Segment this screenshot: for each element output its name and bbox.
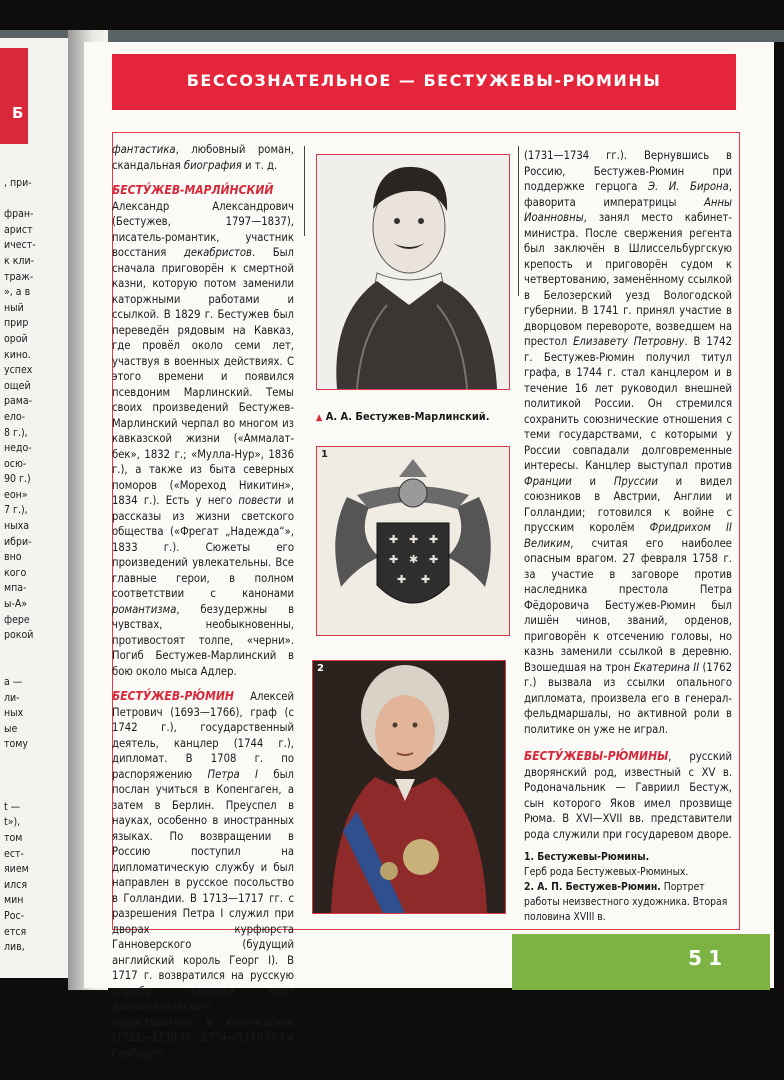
entry-text: (1762 г.) вызвала из ссылки опального дипломата, произвела его в генерал-фельдмаршалы, но активной роли в политике он уже не играл.: [524, 660, 732, 736]
caption-text: А. А. Бестужев-Марлинский.: [325, 410, 490, 423]
column-1: [112, 142, 294, 1061]
left-page-line: », а в: [4, 286, 31, 299]
entry-text: был послан учиться в Копенгаген, а затем в Берлин. Преуспел в науках, особенно в иностранных языках. По возвращении в Россию поступил на дипломатическую службу и был направлен в русское посольство в Голландии. В 1713—1717 гг. с разрешения Петра I служил при дворах курфюрста Ганноверского (будущий английский король Георг I). В 1717 г. возвратился на русскую службу, занимал пост дипломатического представителя в Копенгагене (1721—1730 гг., 1734—1740 гг.) и Гамбурге: [112, 767, 294, 1060]
portrait-marlinsky-drawing: [317, 155, 509, 389]
caption-1-text: Герб рода Бестужевых-Рюминых.: [524, 866, 689, 878]
header-band: [112, 54, 736, 110]
portrait-ryumin-drawing: [313, 661, 505, 913]
entry-italic: Елизавету Петровну: [573, 335, 685, 348]
left-page-line: успех: [4, 364, 33, 377]
column-divider: [304, 146, 305, 236]
svg-text:✚: ✚: [409, 533, 419, 546]
entry-text: Алексей Петрович (1693—1766), граф (с 1742 г.), государственный деятель, канцлер (1744 г.), дипломат. В 1708 г. по распоряжению: [112, 690, 294, 781]
left-page-line: [4, 192, 74, 208]
left-page-line: [4, 753, 74, 769]
entry-text: , занял место кабинет-министра. После свержения регента был заключён в Шлиссельбургскую крепость и приговорён судом к четвертованию, заменённому ссылкой в Белозерский уезд Вологодской губернии. В 1741 г. принял участие в дворцовом перевороте, возведшем на престол: [524, 211, 732, 348]
left-page-line: ился: [4, 878, 28, 891]
left-page-line: t»),: [4, 816, 21, 829]
left-page-line: яием: [4, 863, 29, 876]
intro-text: , любовный роман, скандальная: [112, 143, 294, 172]
caption-2-text: Портрет работы неизвестного художника. Вторая половина XVIII в.: [524, 881, 728, 923]
entry-text: . Был сначала приговорён к смертной казни, которую потом заменили каторжными работами и ссылкой. В 1829 г. Бестужев был переведён рядовым на Кавказ, где провёл около семи лет, участвуя в военных действиях. С этого времени и появился псевдоним Марлинский. Темы своих произведений Бестужев-Марлинский черпал во многом из кавказской жизни («Аммалат-бек», 1832 г.; «Мулла-Нур», 1836 г.), а также из быта северных поморов («Мореход Никитин», 1834 г.). Есть у него: [112, 246, 294, 507]
left-page-line: рама-: [4, 395, 33, 408]
left-page-line: ный: [4, 301, 24, 314]
left-page-line: к кли-: [4, 254, 34, 267]
svg-text:✚: ✚: [389, 553, 399, 566]
entry-text: и рассказы из жизни светского общества («Фрегат „Надежда“», 1833 г.). Сюжеты его произведений увлекательны. Все главные герои, в полном соответствии с канонами: [112, 494, 294, 600]
svg-text:✚: ✚: [389, 533, 399, 546]
entry-text: , русский дворянский род, известный с XV в. Родоначальник — Гавриил Бестуж, сын которого Яков имел прозвище Рюма. В XVI—XVII вв. представители рода служили при государевом дворе.: [524, 750, 732, 841]
left-page-line: ест-: [4, 847, 24, 860]
entry-italic: повести: [238, 494, 282, 507]
left-page-line: рокой: [4, 629, 34, 642]
caption-1: [524, 850, 739, 880]
left-page-line: ибри-: [4, 535, 32, 548]
entry-heading: БЕСТУ́ЖЕВ-РЮ́МИН: [112, 689, 234, 703]
left-page-line: мпа-: [4, 582, 27, 595]
left-page-line: ных: [4, 707, 24, 720]
entry-italic: Фридрихом II Великим: [524, 521, 732, 550]
column-divider-2: [518, 146, 519, 296]
coat-of-arms-image: [316, 446, 510, 636]
entry-text: , фаворита императрицы: [524, 180, 732, 209]
image-number: 1: [321, 449, 328, 460]
left-page-line: ныха: [4, 520, 30, 533]
entry-italic: декабристов: [183, 246, 252, 259]
left-page-line: [4, 784, 74, 800]
svg-text:✚: ✚: [429, 533, 439, 546]
image-number: 2: [317, 663, 324, 674]
entry-italic: Э. И. Бирона: [648, 180, 729, 193]
entry-text: Александр Александрович (Бестужев, 1797—1837), писатель-романтик, участник восстания: [112, 199, 294, 259]
caption-2: [524, 880, 739, 925]
left-page-line: ичест-: [4, 239, 36, 252]
caption-1-title: 1. Бестужевы-Рюмины.: [524, 851, 650, 863]
entry-marlinsky: [112, 183, 294, 679]
left-page-line: еон»: [4, 488, 28, 501]
left-page-line: мин: [4, 894, 24, 907]
entry-heading: БЕСТУ́ЖЕВЫ-РЮ́МИНЫ: [524, 749, 669, 763]
entry-italic: романтизма: [112, 602, 177, 616]
left-page-line: том: [4, 831, 23, 844]
left-page-line: 90 г.): [4, 473, 31, 486]
entry-text: и видел союзников в Австрии, Англии и Голландии; готовился к войне с прусским королём: [524, 474, 732, 534]
entry-italic: Франции: [524, 474, 572, 488]
entry-ryumin: [112, 689, 294, 1061]
left-page-line: вно: [4, 551, 22, 564]
left-page-line: осю-: [4, 457, 27, 470]
left-page-line: [4, 659, 74, 675]
book-cover-edge: [0, 30, 784, 42]
entry-italic: Пруссии: [613, 474, 658, 488]
entry-text: , безудержны в чувствах, необыкновенны, противостоят толпе, «черни». Погиб Бестужев-Марлинский в бою около мыса Адлер.: [112, 602, 294, 678]
coat-of-arms-drawing: [317, 447, 509, 635]
right-page: [84, 42, 774, 1060]
left-page-line: фран-: [4, 208, 34, 221]
svg-text:✚: ✚: [429, 553, 439, 566]
entry-italic: Петра I: [207, 767, 259, 781]
entry-text: , считая его наиболее опасным врагом. 27 февраля 1758 г. за участие в заговоре против наследника престола Петра Фёдоровича Бестужев-Рюмин был лишён чинов, званий, орденов, приговорён к отсечению головы, но казнь заменили ссылкой в деревню. Взошедшая на трон: [524, 536, 732, 674]
entry-ryumin-family: [524, 749, 732, 842]
entry-italic: Анны Иоанновны: [524, 195, 732, 224]
ryumin-continuation: [524, 148, 732, 737]
svg-text:✱: ✱: [409, 553, 419, 566]
portrait-ryumin-image: [312, 660, 506, 914]
left-page-line: ли-: [4, 691, 20, 704]
svg-text:✚: ✚: [397, 573, 407, 586]
left-page-line: ы-А»: [4, 598, 28, 611]
left-page-line: ело-: [4, 410, 26, 423]
column-3: [524, 148, 732, 842]
footer-band: [512, 934, 770, 990]
left-page-line: [4, 644, 74, 660]
left-page-line: кино.: [4, 348, 31, 361]
left-page-line: ется: [4, 925, 27, 938]
caption-2-title: 2. А. П. Бестужев-Рюмин.: [524, 881, 661, 893]
left-page-line: прир: [4, 317, 29, 330]
caption-marlinsky: [316, 410, 516, 423]
entry-text: . В 1742 г. Бестужев-Рюмин получил титул графа, в 1744 г. стал канцлером и в течение 16 лет руководил внешней политикой России. Он стремился сохранить союзнические отношения с теми государствами, с которыми у России совпадали долговременные интересы. Канцлер выступал против: [524, 335, 732, 472]
svg-text:✚: ✚: [421, 573, 431, 586]
left-page-line: тому: [4, 738, 28, 751]
left-page-line: , при-: [4, 177, 32, 189]
left-page-line: орой: [4, 332, 28, 345]
page-number: 51: [688, 946, 728, 970]
left-page-line: 8 г.),: [4, 426, 28, 439]
entry-heading: БЕСТУ́ЖЕВ-МАРЛИ́НСКИЙ: [112, 183, 274, 197]
portrait-marlinsky-image: [316, 154, 510, 390]
left-page-text: [4, 176, 74, 956]
left-page-line: арист: [4, 223, 33, 236]
left-page-line: а —: [4, 676, 23, 688]
left-header-letter: Б: [12, 104, 24, 122]
intro-italic-2: биография: [183, 158, 242, 172]
intro-paragraph: [112, 142, 294, 173]
left-page-line: кого: [4, 566, 27, 579]
left-page-line: 7 г.),: [4, 504, 28, 517]
left-page-line: лив,: [4, 941, 25, 954]
left-page-line: [4, 769, 74, 785]
entry-text: и: [571, 474, 614, 488]
intro-italic: фантастика: [112, 143, 176, 156]
entry-italic: Екатерина II: [633, 660, 700, 674]
page-title: БЕССОЗНАТЕЛЬНОЕ — БЕСТУЖЕВЫ-РЮМИНЫ: [186, 71, 662, 90]
left-page-line: Рос-: [4, 909, 25, 922]
left-page-line: t —: [4, 800, 21, 813]
left-page-line: ые: [4, 722, 18, 735]
entry-text: (1731—1734 гг.). Вернувшись в Россию, Бестужев-Рюмин при поддержке герцога: [524, 149, 732, 193]
triangle-marker-icon: ▲: [316, 413, 323, 423]
image-captions: [524, 850, 739, 925]
left-page-line: ощей: [4, 379, 31, 392]
left-page-line: траж-: [4, 270, 34, 283]
left-page-line: фере: [4, 613, 30, 626]
left-page-line: недо-: [4, 442, 32, 455]
intro-end: и т. д.: [241, 158, 278, 172]
left-page-header: [0, 48, 28, 144]
